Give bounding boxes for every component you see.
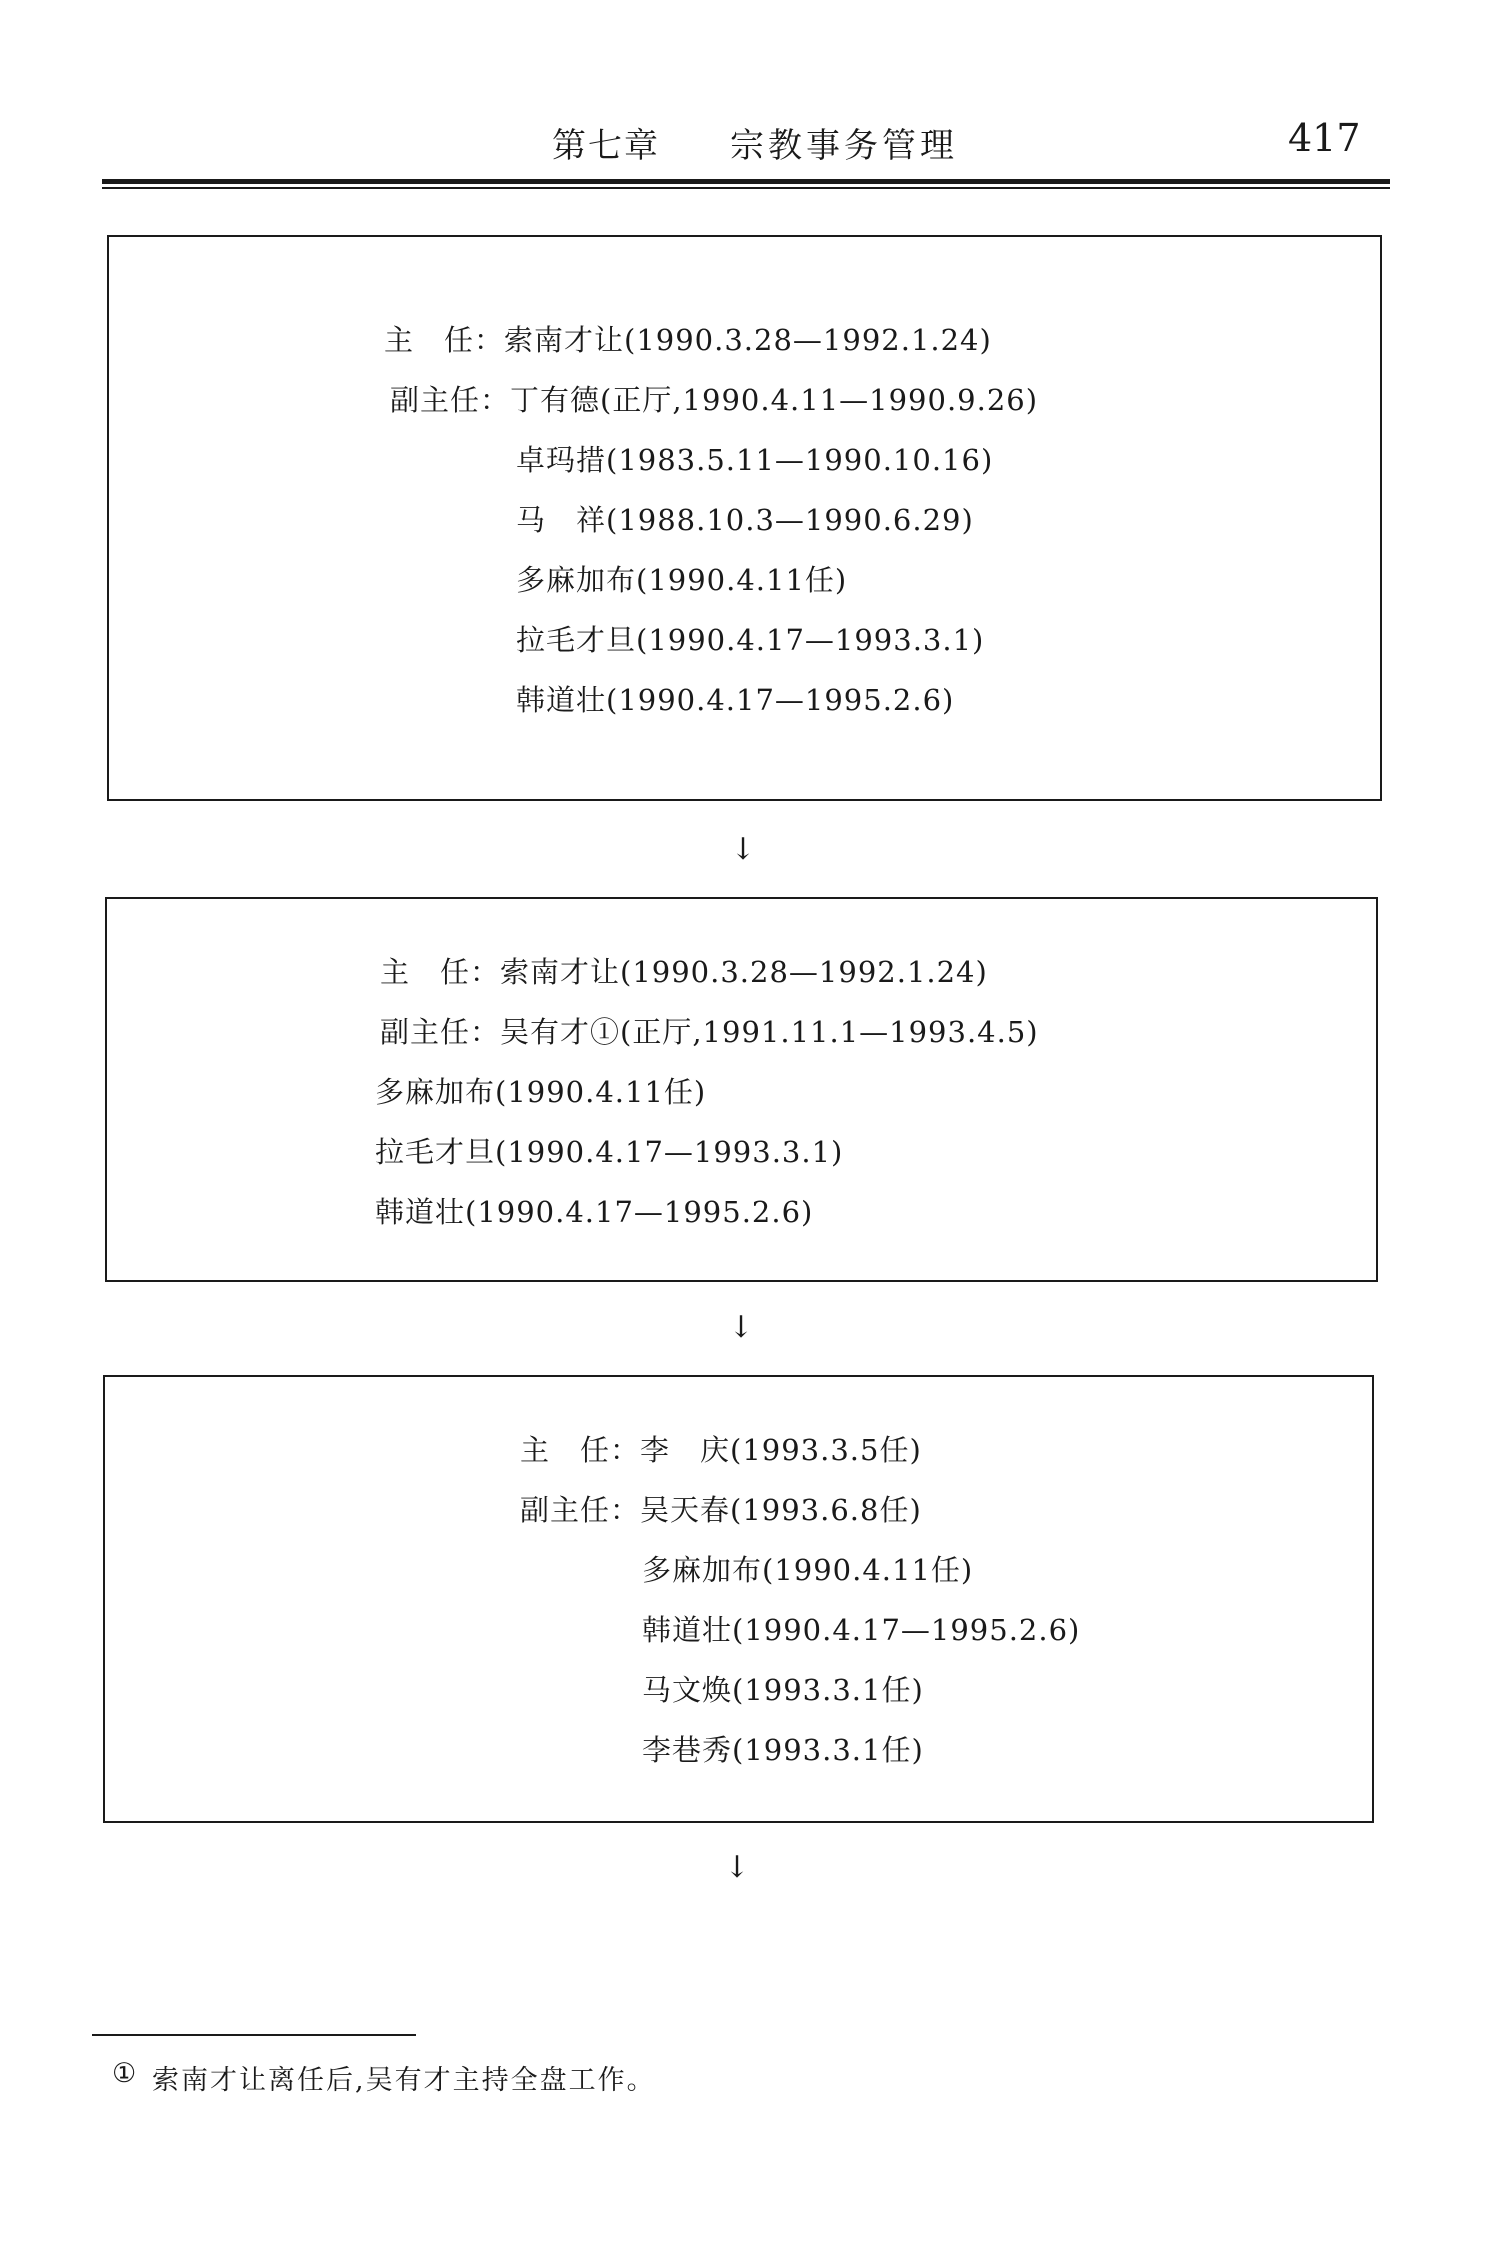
person-entry: 李 庆(1993.3.5任) bbox=[640, 1433, 922, 1467]
box1-member: 马 祥(1988.10.3—1990.6.29) bbox=[516, 503, 974, 537]
box2-director bbox=[380, 950, 988, 991]
person-entry: 索南才让(1990.3.28—1992.1.24) bbox=[500, 955, 988, 989]
chapter-label: 第七章 bbox=[552, 126, 660, 166]
person-entry: 索南才让(1990.3.28—1992.1.24) bbox=[504, 323, 992, 357]
role-label: 副主任： bbox=[520, 1493, 641, 1527]
box3-member: 李巷秀(1993.3.1任) bbox=[642, 1733, 924, 1767]
box1-member: 卓玛措(1983.5.11—1990.10.16) bbox=[516, 443, 994, 477]
role-label: 主 任： bbox=[380, 955, 501, 989]
box3-director bbox=[520, 1428, 922, 1469]
role-label: 副主任： bbox=[380, 1015, 501, 1049]
box1-member: 拉毛才旦(1990.4.17—1993.3.1) bbox=[516, 623, 985, 657]
box2-member: 多麻加布(1990.4.11任) bbox=[375, 1075, 707, 1109]
person-entry: 吴天春(1993.6.8任) bbox=[640, 1493, 922, 1527]
box3-member: 多麻加布(1990.4.11任) bbox=[642, 1553, 974, 1587]
box1-deputy bbox=[390, 378, 1038, 419]
page-number: 417 bbox=[1288, 116, 1361, 160]
footnote-rule bbox=[92, 2034, 416, 2036]
box2-deputy bbox=[380, 1010, 1039, 1051]
box3-member: 韩道壮(1990.4.17—1995.2.6) bbox=[642, 1613, 1081, 1647]
down-arrow-icon: ↓ bbox=[728, 1310, 754, 1345]
box2-member: 拉毛才旦(1990.4.17—1993.3.1) bbox=[375, 1135, 844, 1169]
box1-director bbox=[384, 318, 992, 359]
footnote-mark: ① bbox=[112, 2058, 137, 2089]
box3-deputy bbox=[520, 1488, 922, 1529]
role-label: 副主任： bbox=[390, 383, 511, 417]
header-rule-thick bbox=[102, 179, 1390, 184]
box2-member: 韩道壮(1990.4.17—1995.2.6) bbox=[375, 1195, 814, 1229]
header-rule-thin bbox=[102, 187, 1390, 189]
footnote-text: 索南才让离任后,吴有才主持全盘工作。 bbox=[152, 2065, 656, 2096]
box3-member: 马文焕(1993.3.1任) bbox=[642, 1673, 924, 1707]
box1-member: 韩道壮(1990.4.17—1995.2.6) bbox=[516, 683, 955, 717]
role-label: 主 任： bbox=[384, 323, 505, 357]
box1-member: 多麻加布(1990.4.11任) bbox=[516, 563, 848, 597]
chapter-title: 宗教事务管理 bbox=[730, 126, 958, 166]
person-entry: 丁有德(正厅,1990.4.11—1990.9.26) bbox=[510, 383, 1039, 417]
down-arrow-icon: ↓ bbox=[730, 832, 756, 867]
person-entry: 吴有才①(正厅,1991.11.1—1993.4.5) bbox=[500, 1015, 1039, 1049]
down-arrow-icon: ↓ bbox=[724, 1850, 750, 1885]
role-label: 主 任： bbox=[520, 1433, 641, 1467]
